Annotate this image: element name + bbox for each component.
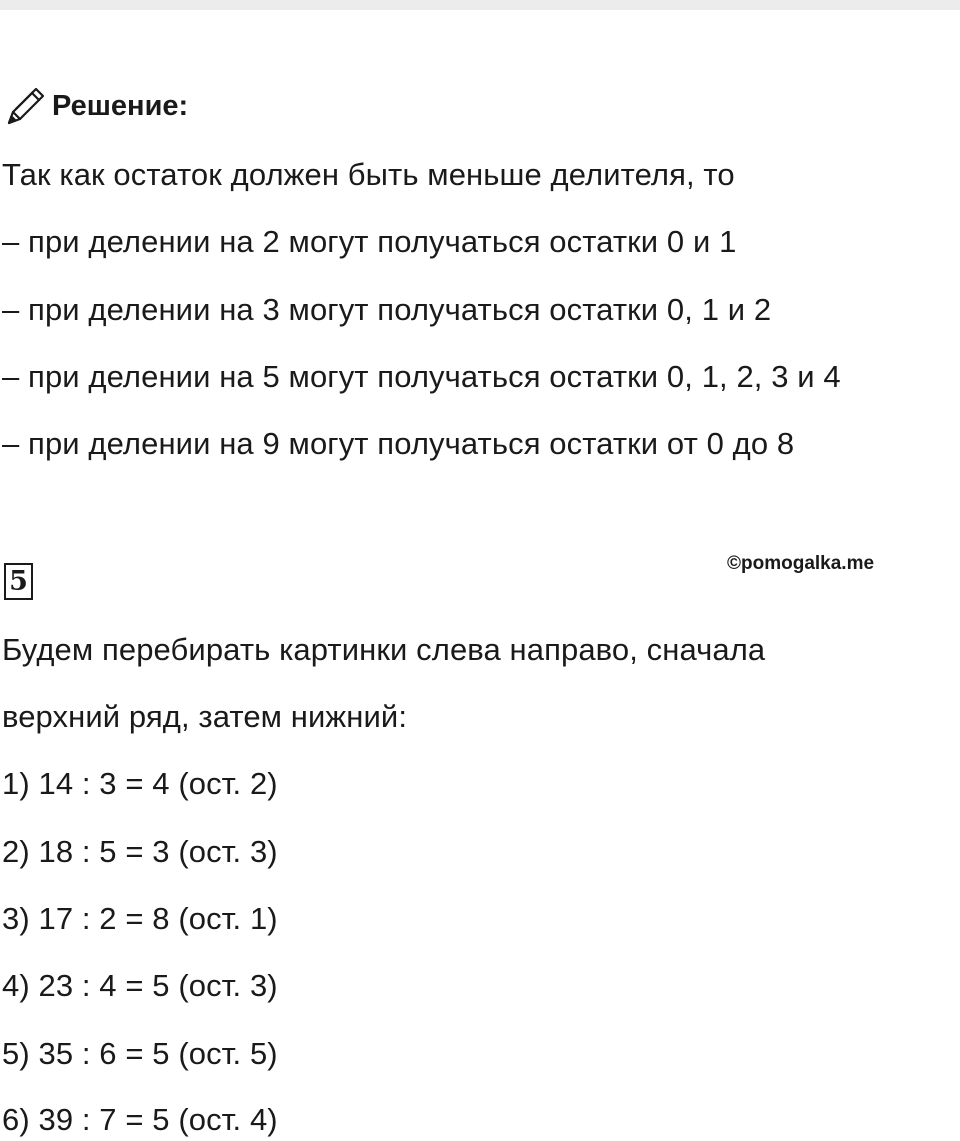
top-divider-bar bbox=[0, 0, 960, 10]
pencil-icon bbox=[4, 84, 48, 128]
equation-line: 6) 39 : 7 = 5 (ост. 4) bbox=[2, 1102, 278, 1137]
remainder-item: – при делении на 3 могут получаться остатки 0, 1 и 2 bbox=[2, 292, 772, 327]
task-number-box: 5 bbox=[4, 563, 33, 600]
equation-line: 2) 18 : 5 = 3 (ост. 3) bbox=[2, 834, 278, 869]
equation-line: 4) 23 : 4 = 5 (ост. 3) bbox=[2, 968, 278, 1003]
equation-line: 5) 35 : 6 = 5 (ост. 5) bbox=[2, 1036, 278, 1071]
solution-title: Решение: bbox=[52, 90, 189, 122]
watermark: ©pomogalka.me bbox=[727, 553, 875, 574]
remainder-item: – при делении на 9 могут получаться остатки от 0 до 8 bbox=[2, 426, 795, 461]
task-text-line: верхний ряд, затем нижний: bbox=[2, 699, 408, 734]
equation-line: 3) 17 : 2 = 8 (ост. 1) bbox=[2, 901, 278, 936]
task-text-line: Будем перебирать картинки слева направо, сначала bbox=[2, 632, 766, 667]
equation-line: 1) 14 : 3 = 4 (ост. 2) bbox=[2, 766, 278, 801]
solution-heading bbox=[4, 84, 188, 128]
solution-intro: Так как остаток должен быть меньше делителя, то bbox=[2, 157, 735, 192]
remainder-item: – при делении на 5 могут получаться остатки 0, 1, 2, 3 и 4 bbox=[2, 359, 841, 394]
remainder-item: – при делении на 2 могут получаться остатки 0 и 1 bbox=[2, 224, 737, 259]
